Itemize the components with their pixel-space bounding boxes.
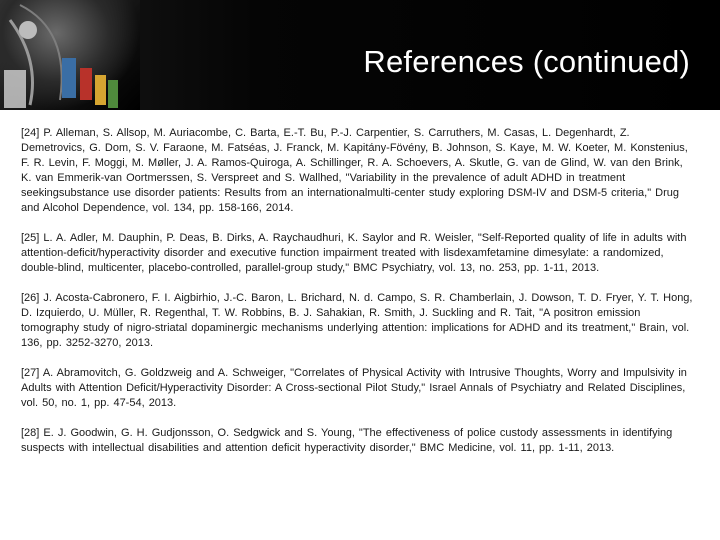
medical-photo [0, 0, 140, 110]
slide-header [0, 0, 720, 110]
reference-text: J. Acosta-Cabronero, F. I. Aigbirhio, J.-C. Baron, L. Brichard, N. d. Campo, S. R. Chamberlain, J. Dowson, T. D. Fryer, Y. T. Hong, D. Izquierdo, U. Müller, R. Regenthal, T. W. Robbins, B. J. Sahakian, R. Smith, J. Suckling and R. Tait, "A positron emission tomography study of nigro-striatal dopaminergic mechanisms underlying attention: implications for ADHD and its treatment," Brain, vol. 136, pp. 3252-3270, 2013. [21, 292, 693, 349]
slide-title: References (continued) [363, 44, 690, 79]
reference-text: E. J. Goodwin, G. H. Gudjonsson, O. Sedgwick and S. Young, "The effectiveness of police custody assessments in identifying suspects with intellectual disabilities and attention deficit hyperactivity disorder," BMC Medicine, vol. 11, pp. 1-11, 2013. [21, 427, 673, 454]
reference-text: A. Abramovitch, G. Goldzweig and A. Schweiger, "Correlates of Physical Activity with Intrusive Thoughts, Worry and Impulsivity in Adults with Attention Deficit/Hyperactivity Disorder: A Cross-sectional Pilot Study," Israel Annals of Psychiatry and Related Disciplines, vol. 50, no. 1, pp. 47-54, 2013. [21, 367, 687, 409]
reference-list [21, 126, 697, 471]
reference-text: L. A. Adler, M. Dauphin, P. Deas, B. Dirks, A. Raychaudhuri, K. Saylor and R. Weisler, "Self-Reported quality of life in adults with attention-deficit/hyperactivity disorder and executive function impairment treated with lisdexamfetamine dimesylate: a randomized, double-blind, multicenter, placebo-controlled, parallel-group study," BMC Psychiatry, vol. 13, no. 253, pp. 1-11, 2013. [21, 232, 687, 274]
reference-item [21, 366, 697, 411]
reference-item [21, 291, 697, 351]
reference-id: [26] [21, 292, 40, 304]
reference-id: [24] [21, 127, 40, 139]
reference-text: P. Alleman, S. Allsop, M. Auriacombe, C. Barta, E.-T. Bu, P.-J. Carpentier, S. Carruthers, M. Casas, L. Degenhardt, Z. Demetrovics, G. Dom, S. V. Faraone, M. Fatséas, J. Franck, M. Kapitány-Fövény, B. Johnson, S. Kaye, M. W. Koeter, M. Konstenius, F. R. Levin, F. Moggi, M. Møller, J. A. Ramos-Quiroga, A. Schillinger, R. A. Schoevers, A. Skutle, G. van de Glind, W. van den Brink, K. van Emmerik-van Oortmerssen, S. Verspreet and S. Wallhed, "Variability in the prevalence of adult ADHD in treatment seekingsubstance use disorder patients: Results from an internationalmulti-center study exploring DSM-IV and DSM-5 criteria," Drug and Alcohol Dependence, vol. 134, pp. 158-166, 2014. [21, 127, 688, 214]
reference-id: [28] [21, 427, 40, 439]
reference-id: [25] [21, 232, 40, 244]
reference-item [21, 126, 697, 216]
reference-item [21, 231, 697, 276]
reference-item [21, 426, 697, 456]
reference-id: [27] [21, 367, 40, 379]
